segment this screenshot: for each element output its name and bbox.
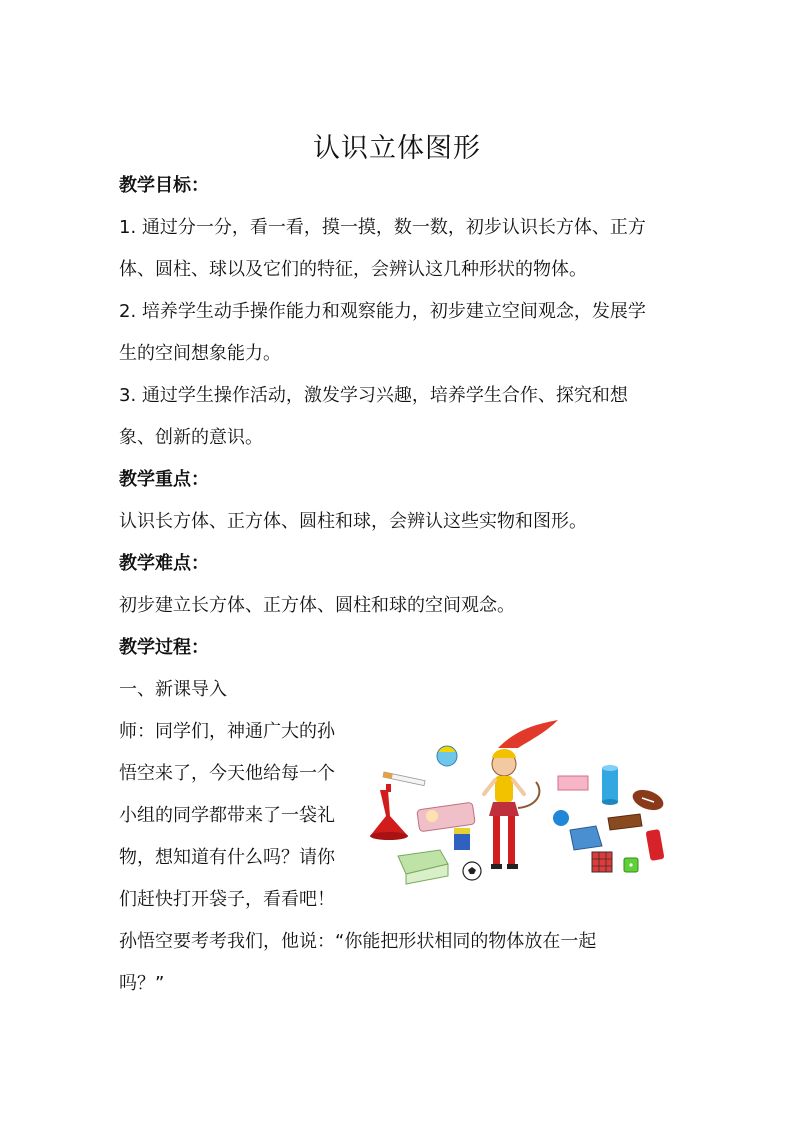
closing-line-2: 吗？” xyxy=(119,973,165,994)
rugby-ball-icon xyxy=(630,786,666,814)
glue-jar-icon xyxy=(454,828,470,850)
process-heading: 教学过程： xyxy=(119,637,209,658)
pencil-icon xyxy=(383,772,425,786)
difficulty-heading: 教学难点： xyxy=(119,553,209,574)
key-points-heading: 教学重点： xyxy=(119,469,209,490)
intro-line-4: 物，想知道有什么吗？请你 xyxy=(119,847,335,868)
goal-1-line-1: 1. 通过分一分，看一看，摸一摸，数一数，初步认识长方体、正方 xyxy=(119,217,646,238)
goal-3-line-2: 象、创新的意识。 xyxy=(119,427,263,448)
intro-line-3: 小组的同学都带来了一袋礼 xyxy=(119,805,335,826)
goal-3-line-1: 3. 通过学生操作活动，激发学习兴趣，培养学生合作、探究和想 xyxy=(119,385,628,406)
intro-line-2: 悟空来了，今天他给每一个 xyxy=(119,763,335,784)
eraser-icon xyxy=(558,776,588,790)
cylinder-cup-icon xyxy=(602,765,618,805)
goals-heading: 教学目标： xyxy=(119,175,209,196)
tissue-box-icon xyxy=(398,850,448,884)
page-title: 认识立体图形 xyxy=(313,133,481,164)
ink-box-icon xyxy=(570,826,602,850)
key-points-text: 认识长方体、正方体、圆柱和球，会辨认这些实物和图形。 xyxy=(119,511,587,532)
rubiks-cube-icon xyxy=(592,852,612,872)
beach-ball-icon xyxy=(437,746,457,766)
pencil-box-icon xyxy=(417,802,476,832)
chocolate-box-icon xyxy=(608,814,642,830)
part-one-heading: 一、新课导入 xyxy=(119,679,227,700)
goal-1-line-2: 体、圆柱、球以及它们的特征，会辨认这几种形状的物体。 xyxy=(119,259,587,280)
intro-line-5: 们赶快打开袋子，看看吧！ xyxy=(119,889,335,910)
soccer-ball-icon xyxy=(463,862,481,880)
cola-can-icon xyxy=(646,829,665,861)
closing-line-1: 孙悟空要考考我们，他说：“你能把形状相同的物体放在一起 xyxy=(119,931,597,952)
monkey-king-character-icon xyxy=(484,720,558,869)
monkey-king-gifts-illustration xyxy=(368,718,678,888)
goal-2-line-2: 生的空间想象能力。 xyxy=(119,343,281,364)
goal-2-line-1: 2. 培养学生动手操作能力和观察能力，初步建立空间观念，发展学 xyxy=(119,301,646,322)
dice-icon xyxy=(624,858,638,872)
intro-line-1: 师：同学们，神通广大的孙 xyxy=(119,721,335,742)
funnel-icon xyxy=(370,784,408,840)
blue-ball-icon xyxy=(553,810,569,826)
difficulty-text: 初步建立长方体、正方体、圆柱和球的空间观念。 xyxy=(119,595,515,616)
